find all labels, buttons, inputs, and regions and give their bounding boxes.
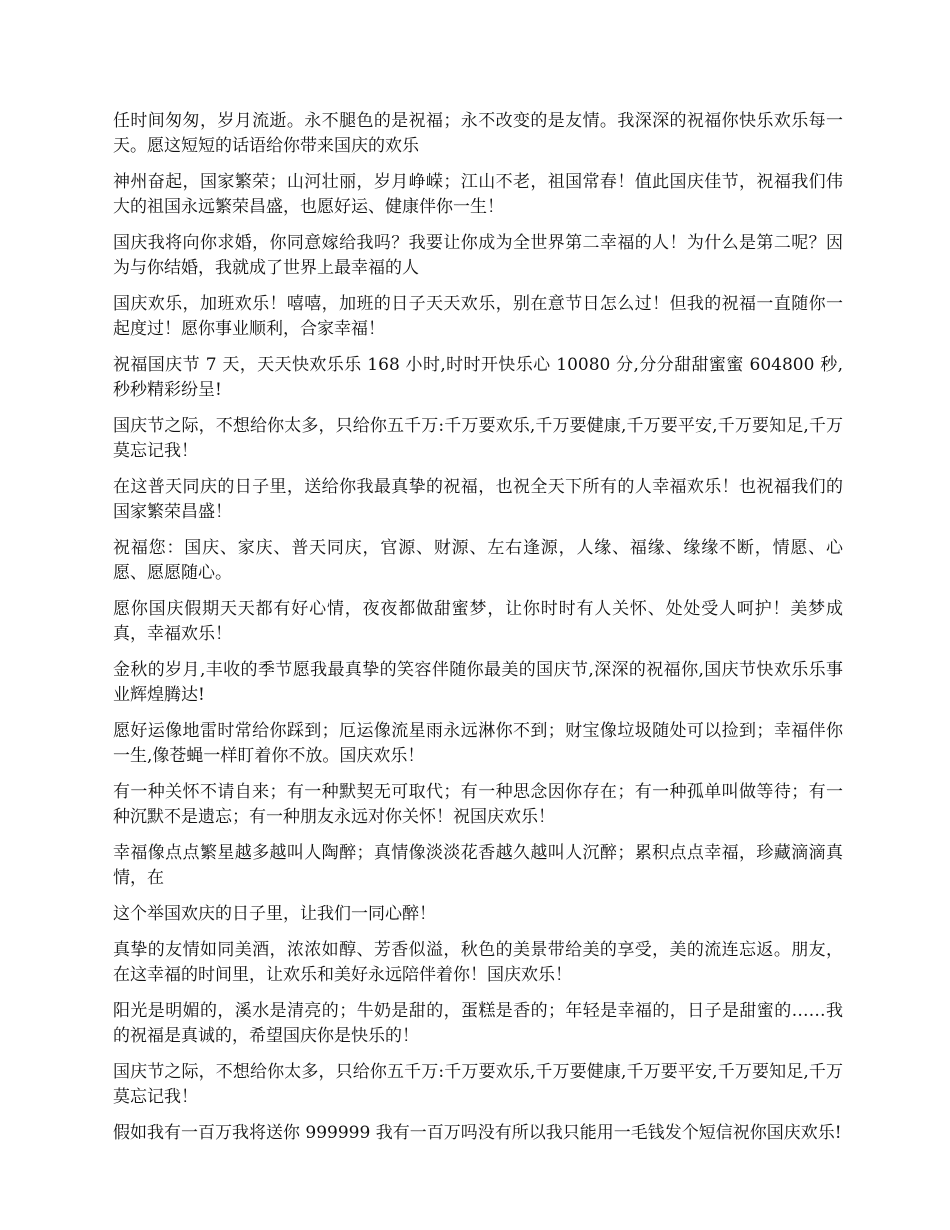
paragraph-14: 这个举国欢庆的日子里，让我们一同心醉！ <box>113 904 436 924</box>
paragraph-18: 假如我有一百万我将送你 999999 我有一百万吗没有所以我只能用一毛钱发个短信祝你国庆欢乐! <box>113 1123 842 1143</box>
paragraph-5: 祝福国庆节 7 天，天天快欢乐乐 168 小时,时时开快乐心 10080 分,分分甜甜蜜蜜 604800 秒,秒秒精彩纷呈! <box>113 355 843 400</box>
paragraph-10: 金秋的岁月,丰收的季节愿我最真挚的笑容伴随你最美的国庆节,深深的祝福你,国庆节快欢乐乐事业辉煌腾达! <box>113 660 843 705</box>
paragraph-15: 真挚的友情如同美酒，浓浓如醇、芳香似溢，秋色的美景带给美的享受，美的流连忘返。朋友，在这幸福的时间里，让欢乐和美好永远陪伴着你！国庆欢乐！ <box>113 940 843 985</box>
paragraph-1: 任时间匆匆，岁月流逝。永不腿色的是祝福；永不改变的是友情。我深深的祝福你快乐欢乐每一天。愿这短短的话语给你带来国庆的欢乐 <box>113 111 843 156</box>
paragraph-6: 国庆节之际，不想给你太多，只给你五千万:千万要欢乐,千万要健康,千万要平安,千万要知足,千万莫忘记我！ <box>113 416 843 461</box>
paragraph-16: 阳光是明媚的，溪水是清亮的；牛奶是甜的，蛋糕是香的；年轻是幸福的，日子是甜蜜的……我的祝福是真诚的，希望国庆你是快乐的！ <box>113 1001 843 1046</box>
paragraph-13: 幸福像点点繁星越多越叫人陶醉；真情像淡淡花香越久越叫人沉醉；累积点点幸福，珍藏滴滴真情，在 <box>113 843 843 888</box>
paragraph-4: 国庆欢乐，加班欢乐！嘻嘻，加班的日子天天欢乐，别在意节日怎么过！但我的祝福一直随你一起度过！愿你事业顺利，合家幸福！ <box>113 294 843 339</box>
paragraph-8: 祝福您：国庆、家庆、普天同庆，官源、财源、左右逢源，人缘、福缘、缘缘不断，情愿、心愿、愿愿随心。 <box>113 538 843 583</box>
paragraph-2: 神州奋起，国家繁荣；山河壮丽，岁月峥嵘；江山不老，祖国常春！值此国庆佳节，祝福我们伟大的祖国永远繁荣昌盛，也愿好运、健康伴你一生！ <box>113 172 843 217</box>
paragraph-11: 愿好运像地雷时常给你踩到；厄运像流星雨永远淋你不到；财宝像垃圾随处可以捡到；幸福伴你一生,像苍蝇一样盯着你不放。国庆欢乐！ <box>113 721 843 766</box>
paragraph-7: 在这普天同庆的日子里，送给你我最真挚的祝福，也祝全天下所有的人幸福欢乐！也祝福我们的国家繁荣昌盛！ <box>113 477 843 522</box>
paragraph-3: 国庆我将向你求婚，你同意嫁给我吗？我要让你成为全世界第二幸福的人！为什么是第二呢？因为与你结婚，我就成了世界上最幸福的人 <box>113 233 843 278</box>
paragraph-9: 愿你国庆假期天天都有好心情，夜夜都做甜蜜梦，让你时时有人关怀、处处受人呵护！美梦成真，幸福欢乐！ <box>113 599 843 644</box>
paragraph-12: 有一种关怀不请自来；有一种默契无可取代；有一种思念因你存在；有一种孤单叫做等待；有一种沉默不是遗忘；有一种朋友永远对你关怀！祝国庆欢乐！ <box>113 782 843 827</box>
paragraph-17: 国庆节之际，不想给你太多，只给你五千万:千万要欢乐,千万要健康,千万要平安,千万要知足,千万莫忘记我！ <box>113 1062 843 1107</box>
document-body <box>113 109 843 1157</box>
